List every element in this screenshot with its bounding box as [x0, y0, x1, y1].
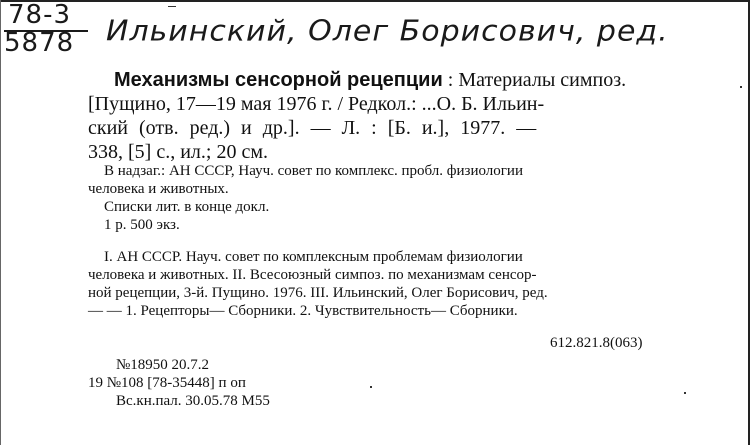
tracing-line-1: I. АН СССР. Науч. совет по комплексным проблемам физиологии — [104, 249, 523, 265]
entry-line-2: [Пущино, 17—19 мая 1976 г. / Редкол.: ...О. Б. Ильин- — [88, 93, 545, 115]
note-line-3: Списки лит. в конце докл. — [104, 199, 270, 215]
footer-line-2: 19 №108 [78-35448] п оп — [88, 375, 246, 391]
entry-line-1-rest: : Материалы симпоз. — [442, 69, 627, 91]
handwritten-call-number-bottom: 5878 — [4, 28, 75, 58]
note-line-2: человека и животных. — [88, 181, 229, 197]
handwritten-call-number-top: 78-3 — [8, 0, 72, 30]
footer-line-3: Вс.кн.пал. 30.05.78 М55 — [116, 393, 270, 409]
stray-mark — [740, 86, 742, 88]
handwritten-author-note: Ильинский, Олег Борисович, ред. — [106, 14, 669, 49]
tracing-line-2: человека и животных. II. Всесоюзный симпоз. по механизмам сенсор- — [88, 267, 537, 283]
entry-title: Механизмы сенсорной рецепции — [114, 69, 443, 91]
entry-line-4: 338, [5] с., ил.; 20 см. — [88, 141, 268, 163]
entry-line-1 — [114, 68, 626, 92]
note-line-1: В надзаг.: АН СССР, Науч. совет по комплекс. пробл. физиологии — [104, 163, 523, 179]
tracing-line-3: ной рецепции, 3-й. Пущино. 1976. III. Ильинский, Олег Борисович, ред. — [88, 285, 548, 301]
stray-mark — [684, 392, 686, 394]
card-top-border — [0, 0, 750, 2]
stray-mark — [370, 386, 372, 388]
classification-code: 612.821.8(063) — [550, 335, 643, 351]
card-left-border — [0, 0, 1, 445]
footer-line-1: №18950 20.7.2 — [116, 357, 210, 373]
entry-line-3: ский (отв. ред.) и др.]. — Л. : [Б. и.], 1977. — — [88, 117, 537, 139]
stray-mark — [168, 6, 176, 7]
tracing-line-4: — — 1. Рецепторы— Сборники. 2. Чувствительность— Сборники. — [88, 303, 518, 319]
note-line-4: 1 р. 500 экз. — [104, 217, 180, 233]
